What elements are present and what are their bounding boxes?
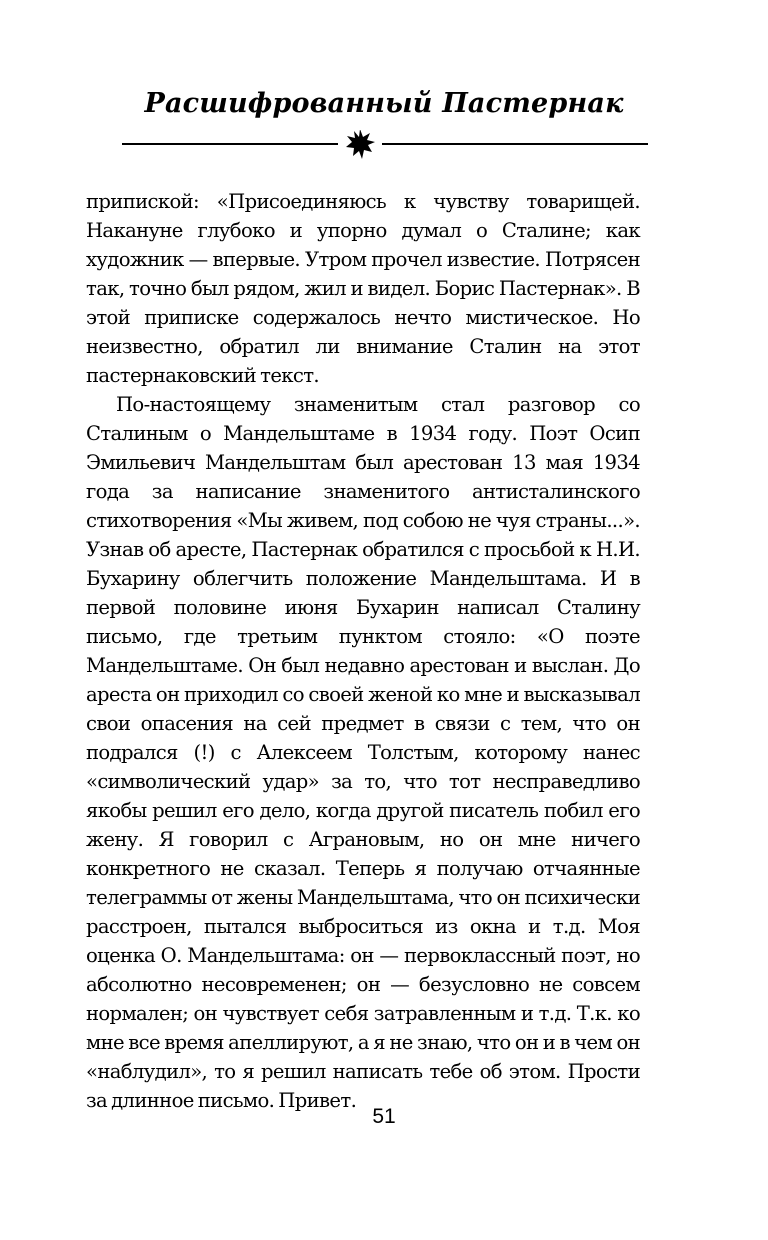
running-title: Расшифрованный Пастернак [144, 88, 624, 119]
star-burst-icon [346, 130, 375, 159]
body-text [86, 187, 640, 1115]
page-number: 51 [372, 1105, 396, 1128]
ornament-rule [122, 130, 648, 160]
paragraph-1: припиской: «Присоединяюсь к чувству товарищей. Накануне глубоко и упорно думал о Сталине; как художник — впервые. Утром прочел известие. Потрясен так, точно был рядом, жил и видел. Борис Пастернак». В этой приписке содержалось нечто мистическое. Но неизвестно, обратил ли внимание Сталин на этот пастернаковский текст. [86, 190, 640, 387]
page-header [0, 86, 768, 122]
paragraph-2: По-настоящему знаменитым стал разговор со Сталиным о Мандельштаме в 1934 году. Поэт Осип Эмильевич Мандельштам был арестован 13 мая 1934 года за написание знаменитого антисталинского стихотворения «Мы живем, под собою не чуя страны...». Узнав об аресте, Пастернак обратился с просьбой к Н.И. Бухарину облегчить положение Мандельштама. И в первой половине июня Бухарин написал Сталину письмо, где третьим пунктом стояло: «О поэте Мандельштаме. Он был недавно арестован и выслан. До ареста он приходил со своей женой ко мне и высказывал свои опасения на сей предмет в связи с тем, что он подрался (!) с Алексеем Толстым, которому нанес «символический удар» за то, что тот несправедливо якобы решил его дело, когда другой писатель побил его жену. Я говорил с Аграновым, но он мне ничего конкретного не сказал. Теперь я получаю отчаянные телеграммы от жены Мандельштама, что он психически расстроен, пытался выброситься из окна и т.д. Моя оценка О. Мандельштама: он — первоклассный поэт, но абсолютно несовременен; он — безусловно не совсем нормален; он чувствует себя затравленным и т.д. Т.к. ко мне все время апеллируют, а я не знаю, что он и в чем он «наблудил», то я решил написать тебе об этом. Прости за длинное письмо. Привет. [86, 393, 640, 1112]
